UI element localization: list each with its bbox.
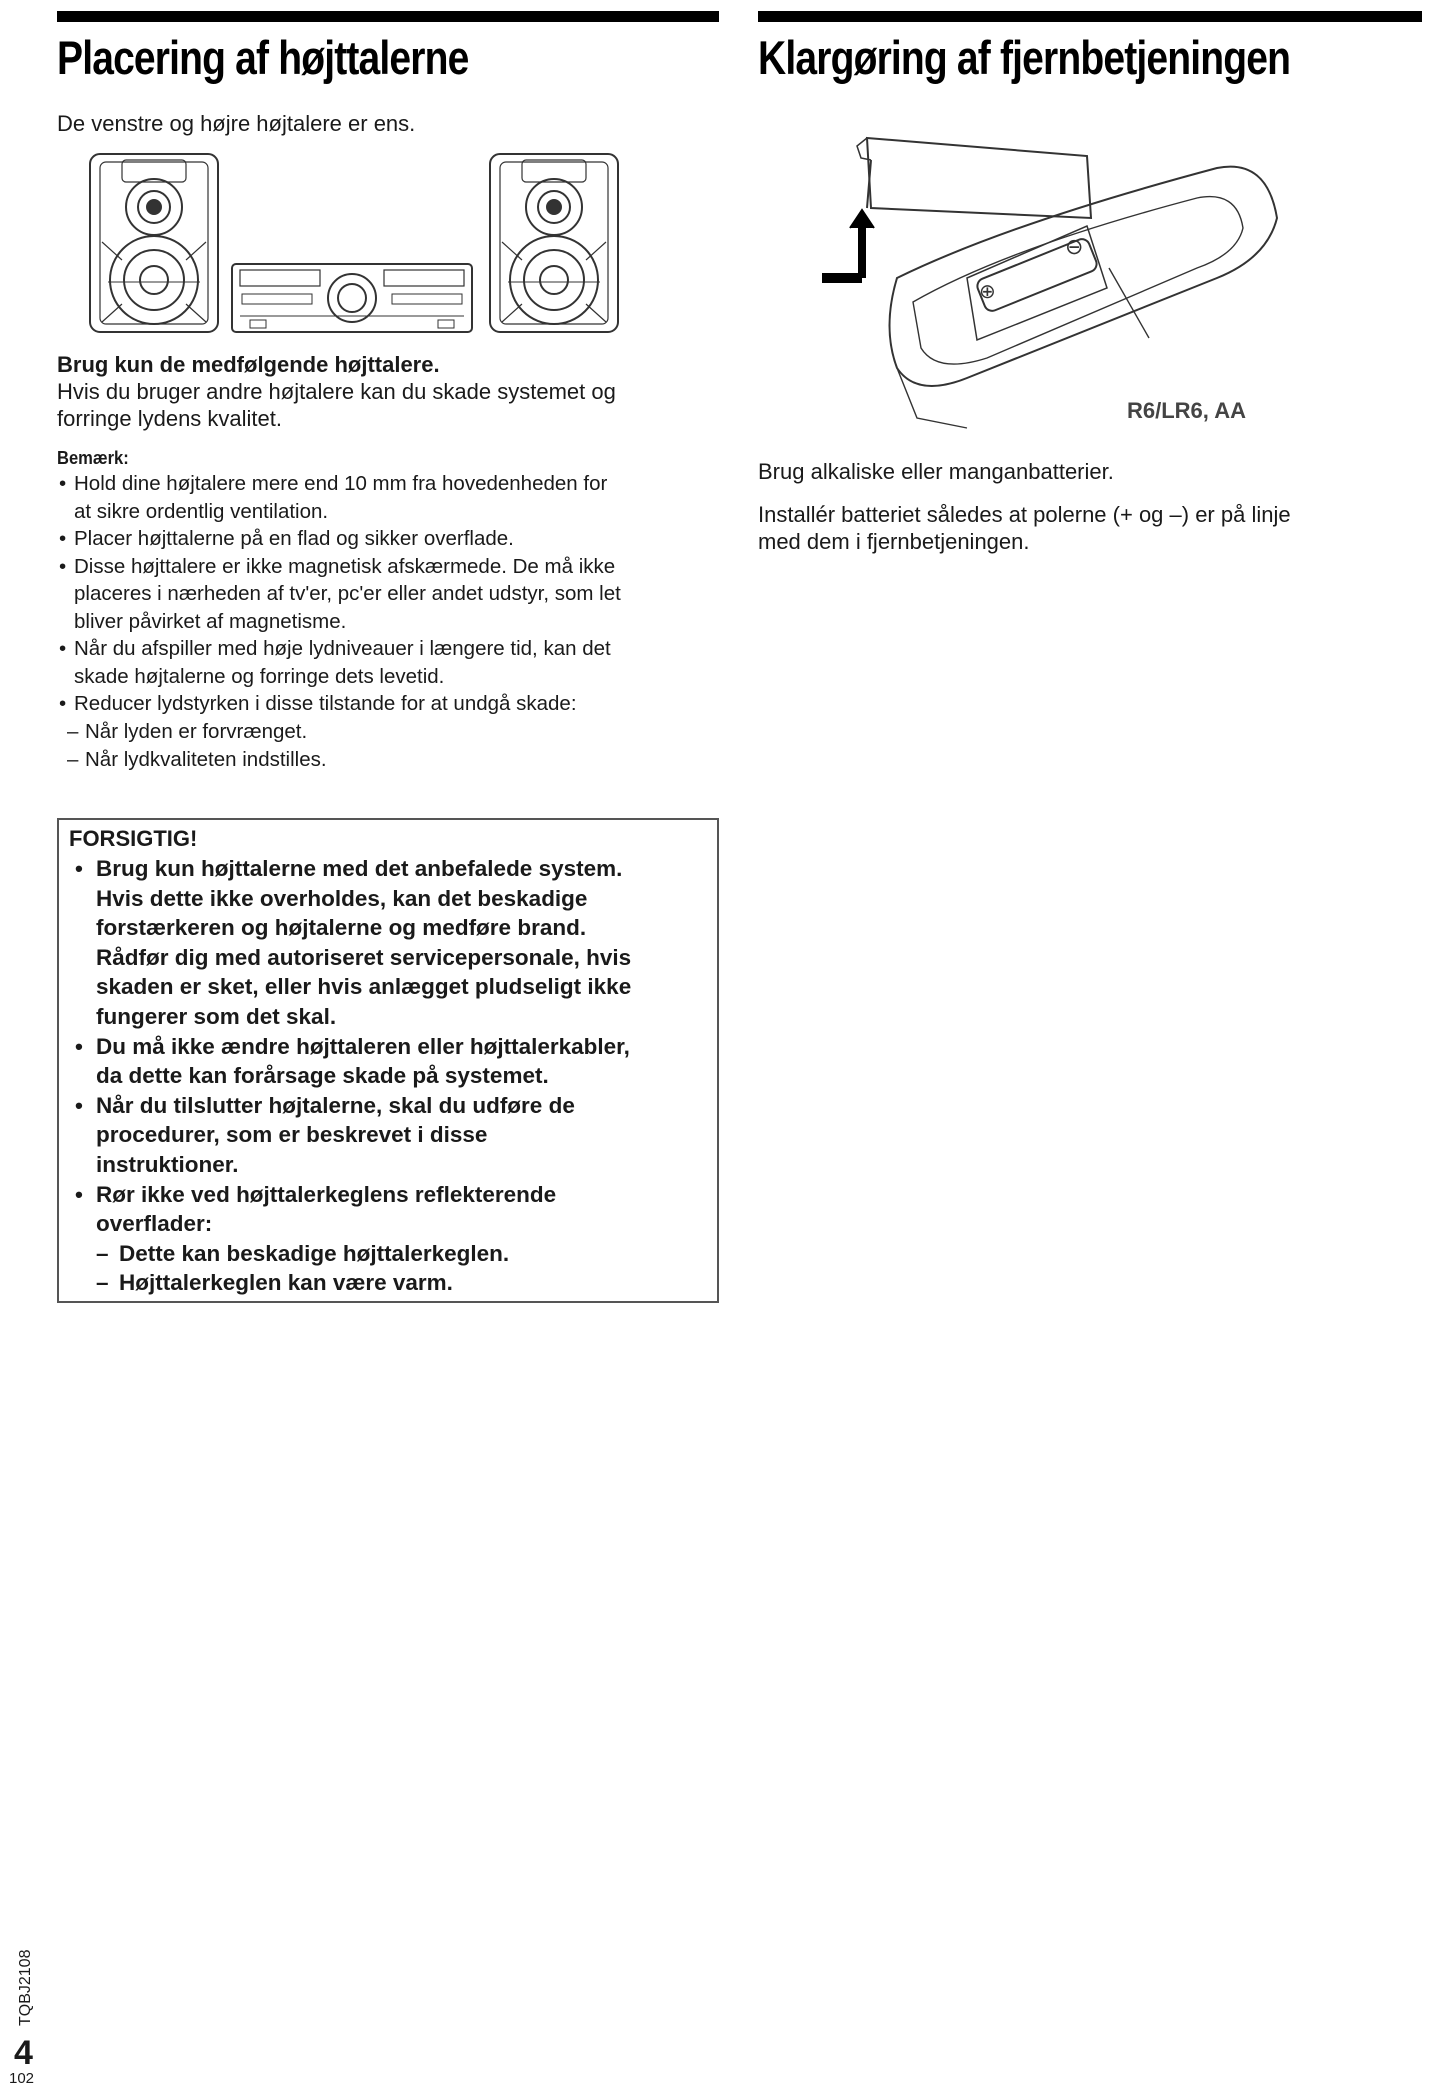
caution-line: procedurer, som er beskrevet i disse bbox=[96, 1122, 488, 1148]
caution-item bbox=[69, 854, 707, 1032]
caution-line: • Brug kun højttalerne med det anbefalede system. bbox=[96, 856, 623, 881]
caution-line: • Rør ikke ved højttalerkeglens reflekterende bbox=[96, 1181, 557, 1207]
note-line: skade højtalerne og forringe dets levetid. bbox=[74, 664, 445, 688]
speaker-system-illustration bbox=[82, 152, 632, 335]
caution-line: forstærkeren og højtalerne og medføre brand. bbox=[96, 915, 587, 941]
battery-install-line-1: Installér batteriet således at polerne (+ og –) er på linje bbox=[758, 502, 1291, 527]
plus-terminal-icon: ⊕ bbox=[979, 281, 996, 303]
battery-type-label: R6/LR6, AA bbox=[1127, 398, 1246, 423]
page-number: 4 bbox=[14, 2034, 33, 2072]
note-line: bliver påvirket af magnetisme. bbox=[74, 609, 347, 633]
note-dash-item: – Når lydkvaliteten indstilles. bbox=[57, 746, 719, 774]
battery-cover bbox=[857, 138, 1091, 218]
battery-type-text: Brug alkaliske eller manganbatterier. bbox=[758, 459, 1114, 484]
main-unit bbox=[232, 264, 472, 332]
caution-line: Rådfør dig med autoriseret servicepersonale, hvis bbox=[96, 944, 632, 970]
heading-rule bbox=[57, 11, 719, 22]
caution-line: overflader: bbox=[96, 1211, 213, 1237]
caution-line: instruktioner. bbox=[96, 1151, 239, 1177]
note-line: • Placer højttalerne på en flad og sikker overflade. bbox=[74, 527, 514, 550]
remote-body bbox=[890, 167, 1278, 428]
caution-dash-item: – Højttalerkeglen kan være varm. bbox=[69, 1268, 707, 1298]
heading-rule bbox=[758, 11, 1422, 22]
caution-box bbox=[57, 818, 719, 1303]
document-code-text: TQBJ2108 bbox=[17, 1949, 34, 2026]
section-title-speakers: Placering af højttalerne bbox=[57, 31, 469, 84]
usage-warning-bold: Brug kun de medfølgende højttalere. bbox=[57, 352, 440, 377]
speaker-placement-section bbox=[57, 0, 719, 138]
note-dash-item: – Når lyden er forvrænget. bbox=[57, 718, 719, 746]
caution-line: da dette kan forårsage skade på systemet. bbox=[96, 1063, 549, 1089]
note-item bbox=[57, 553, 719, 636]
caution-item bbox=[69, 1091, 707, 1180]
note-heading: Bemærk: bbox=[57, 448, 129, 468]
caution-heading: FORSIGTIG! bbox=[69, 826, 198, 851]
battery-install-line-2: med dem i fjernbetjeningen. bbox=[758, 529, 1030, 554]
caution-dash-item: – Dette kan beskadige højttalerkeglen. bbox=[69, 1239, 707, 1269]
remote-battery-illustration bbox=[797, 128, 1379, 450]
document-code bbox=[3, 1926, 43, 2036]
section-title-remote: Klargøring af fjernbetjeningen bbox=[758, 31, 1291, 84]
right-speaker bbox=[490, 154, 618, 332]
note-line: placeres i nærheden af tv'er, pc'er eller andet udstyr, som let bbox=[74, 582, 621, 605]
note-item bbox=[57, 690, 719, 718]
caution-item bbox=[69, 1180, 707, 1239]
left-speaker bbox=[90, 154, 218, 332]
note-line: • Hold dine højtalere mere end 10 mm fra hovedenheden for bbox=[74, 472, 608, 495]
caution-line: • Du må ikke ændre højttaleren eller højttalerkabler, bbox=[96, 1033, 630, 1059]
remote-preparation-section bbox=[758, 0, 1422, 554]
minus-terminal-icon: ⊖ bbox=[1065, 234, 1084, 259]
note-line: • Disse højttalere er ikke magnetisk afskærmede. De må ikke bbox=[74, 554, 616, 578]
note-item bbox=[57, 525, 719, 553]
usage-text-line-2: forringe lydens kvalitet. bbox=[57, 406, 282, 431]
note-line: • Når du afspiller med høje lydniveauer i længere tid, kan det bbox=[74, 637, 611, 660]
caution-item bbox=[69, 1032, 707, 1091]
caution-line: • Når du tilslutter højtalerne, skal du udføre de bbox=[96, 1092, 575, 1118]
remote-instructions bbox=[758, 458, 1422, 555]
note-item bbox=[57, 470, 719, 525]
speaker-usage-block bbox=[57, 351, 719, 774]
caution-line: Hvis dette ikke overholdes, kan det beskadige bbox=[96, 885, 588, 911]
page-sub-number: 102 bbox=[9, 2070, 35, 2087]
note-line: at sikre ordentlig ventilation. bbox=[74, 499, 329, 523]
note-line: • Reducer lydstyrken i disse tilstande for at undgå skade: bbox=[74, 692, 577, 715]
caution-line: skaden er sket, eller hvis anlægget pludseligt ikke bbox=[96, 974, 632, 1000]
speakers-intro: De venstre og højre højtalere er ens. bbox=[57, 111, 416, 136]
usage-text-line-1: Hvis du bruger andre højtalere kan du skade systemet og bbox=[57, 379, 616, 404]
caution-line: fungerer som det skal. bbox=[96, 1003, 337, 1029]
note-item bbox=[57, 635, 719, 690]
